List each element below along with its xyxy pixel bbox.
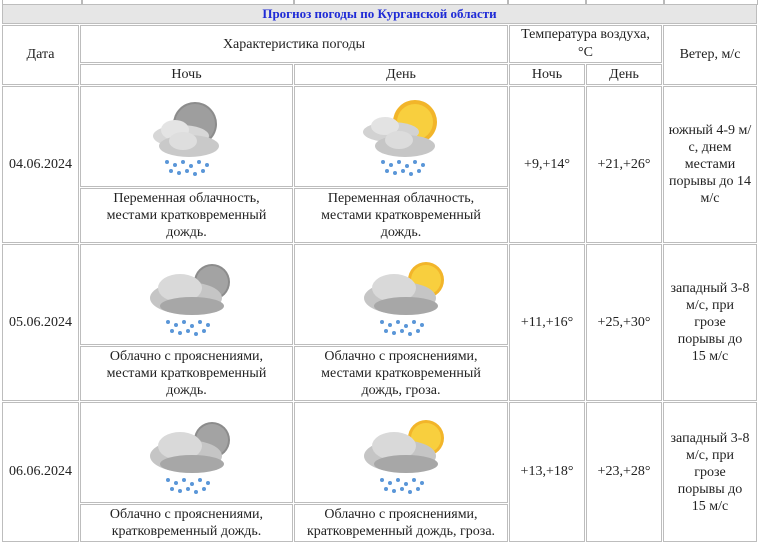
night-icon-cell	[80, 402, 293, 503]
forecast-table	[2, 4, 757, 542]
row-wind: южный 4-9 м/с, днем местами порывы до 14 м/с	[663, 86, 757, 243]
header-day: День	[294, 64, 508, 85]
header-characteristic: Характеристика погоды	[80, 25, 508, 63]
night-icon-cell	[80, 86, 293, 187]
row-temp-night: +9,+14°	[509, 86, 585, 243]
row-temp-night: +13,+18°	[509, 402, 585, 542]
header-night: Ночь	[80, 64, 293, 85]
row-temp-day: +21,+26°	[586, 86, 662, 243]
partly-cloudy-rain-sun-icon	[351, 92, 451, 182]
header-temp-night: Ночь	[509, 64, 585, 85]
cloudy-rain-sun-icon	[346, 250, 456, 340]
row-wind: западный 3-8 м/с, при грозе порывы до 15 м/с	[663, 244, 757, 401]
row-temp-night: +11,+16°	[509, 244, 585, 401]
row-night-desc: Облачно с прояснениями, местами кратковременный дождь.	[80, 346, 293, 401]
row-date: 04.06.2024	[2, 86, 79, 243]
row-day-desc: Облачно с прояснениями, кратковременный дождь, гроза.	[294, 504, 508, 542]
day-icon-cell	[294, 402, 508, 503]
row-wind: западный 3-8 м/с, при грозе порывы до 15 м/с	[663, 402, 757, 542]
header-temp-day: День	[586, 64, 662, 85]
header-wind: Ветер, м/с	[663, 25, 757, 85]
cloudy-rain-sun-icon	[346, 408, 456, 498]
row-day-desc: Переменная облачность, местами кратковременный дождь.	[294, 188, 508, 243]
day-icon-cell	[294, 86, 508, 187]
row-temp-day: +25,+30°	[586, 244, 662, 401]
table-title: Прогноз погоды по Курганской области	[2, 4, 757, 24]
night-icon-cell	[80, 244, 293, 345]
cloudy-rain-moon-icon	[132, 408, 242, 498]
row-night-desc: Переменная облачность, местами кратковременный дождь.	[80, 188, 293, 243]
header-date: Дата	[2, 25, 79, 85]
partly-cloudy-rain-moon-icon	[137, 92, 237, 182]
row-date: 05.06.2024	[2, 244, 79, 401]
row-night-desc: Облачно с прояснениями, кратковременный дождь.	[80, 504, 293, 542]
row-date: 06.06.2024	[2, 402, 79, 542]
header-temperature: Температура воздуха, °С	[509, 25, 662, 63]
row-temp-day: +23,+28°	[586, 402, 662, 542]
day-icon-cell	[294, 244, 508, 345]
row-day-desc: Облачно с прояснениями, местами кратковременный дождь, гроза.	[294, 346, 508, 401]
cloudy-rain-moon-icon	[132, 250, 242, 340]
